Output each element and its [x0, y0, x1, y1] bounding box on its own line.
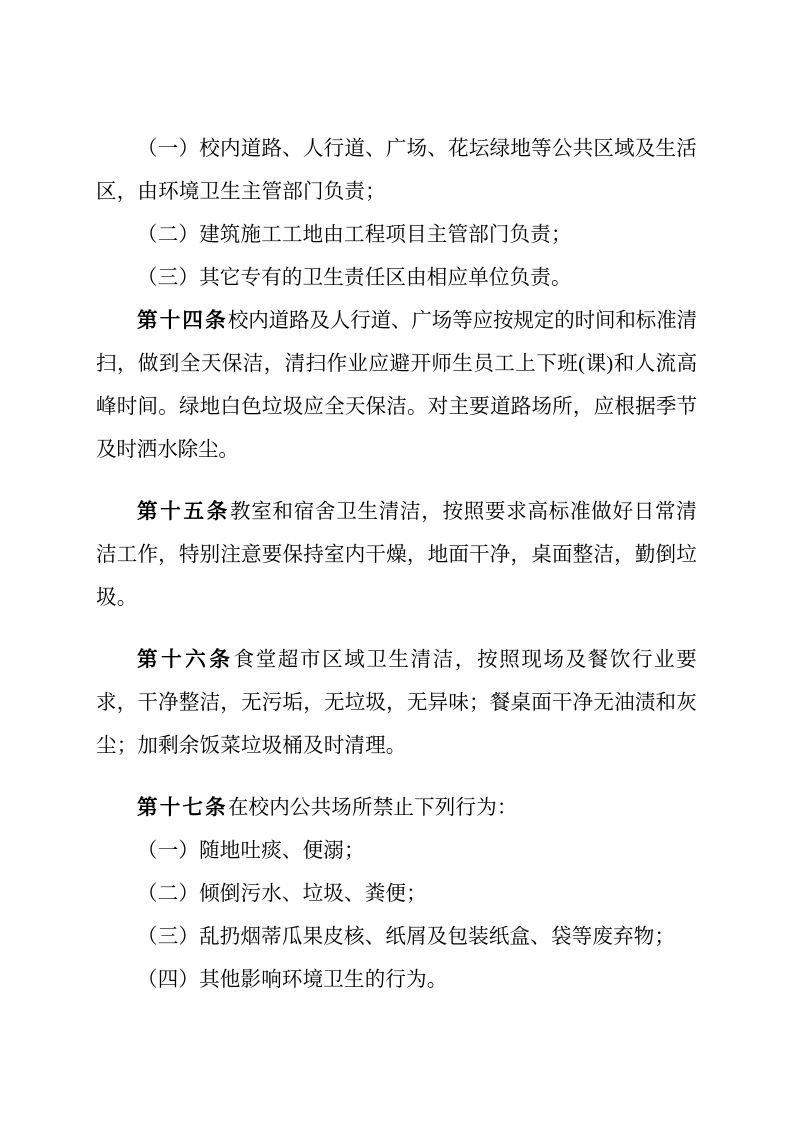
article-text: 在校内公共场所禁止下列行为：	[227, 797, 518, 819]
list-item	[96, 916, 697, 959]
list-item-text: （三）乱扔烟蒂瓜果皮核、纸屑及包装纸盒、袋等废弃物；	[137, 926, 676, 948]
article-paragraph	[96, 491, 697, 620]
article-text: 校内道路及人行道、广场等应按规定的时间和标准清扫，做到全天保洁，清扫作业应避开师生员工上下班(课)和人流高峰时间。绿地白色垃圾应全天保洁。对主要道路场所，应根据季节及时洒水除尘。	[96, 310, 698, 461]
list-item-text: （一）随地吐痰、便溺；	[137, 840, 365, 862]
list-item-text: （三）其它专有的卫生责任区由相应单位负责。	[137, 267, 572, 289]
list-item-text: （一）校内道路、人行道、广场、花坛绿地等公共区域及生活区，由环境卫生主管部门负责；	[96, 138, 697, 203]
article-paragraph	[96, 300, 697, 472]
article-paragraph	[96, 787, 697, 830]
article-text: 教室和宿舍卫生清洁，按照要求高标准做好日常清洁工作，特别注意要保持室内干燥，地面干净，桌面整洁，勤倒垃圾。	[96, 501, 697, 609]
article-text: 食堂超市区域卫生清洁，按照现场及餐饮行业要求，干净整洁，无污垢，无垃圾，无异味；餐桌面干净无油渍和灰尘；加剩余饭菜垃圾桶及时清理。	[96, 649, 697, 757]
list-item	[96, 128, 697, 214]
list-item	[96, 959, 697, 1002]
article-paragraph	[96, 639, 697, 768]
document-body	[96, 128, 697, 1002]
article-label: 第十六条	[137, 649, 234, 671]
article-label: 第十七条	[137, 797, 228, 819]
list-item	[96, 214, 697, 257]
article-label: 第十五条	[137, 501, 231, 523]
list-item	[96, 257, 697, 300]
list-item-text: （四）其他影响环境卫生的行为。	[137, 969, 448, 991]
list-item-text: （二）建筑施工工地由工程项目主管部门负责；	[137, 224, 572, 246]
list-item	[96, 830, 697, 873]
list-item	[96, 873, 697, 916]
list-item-text: （二）倾倒污水、垃圾、粪便；	[137, 883, 427, 905]
article-label: 第十四条	[137, 310, 228, 332]
